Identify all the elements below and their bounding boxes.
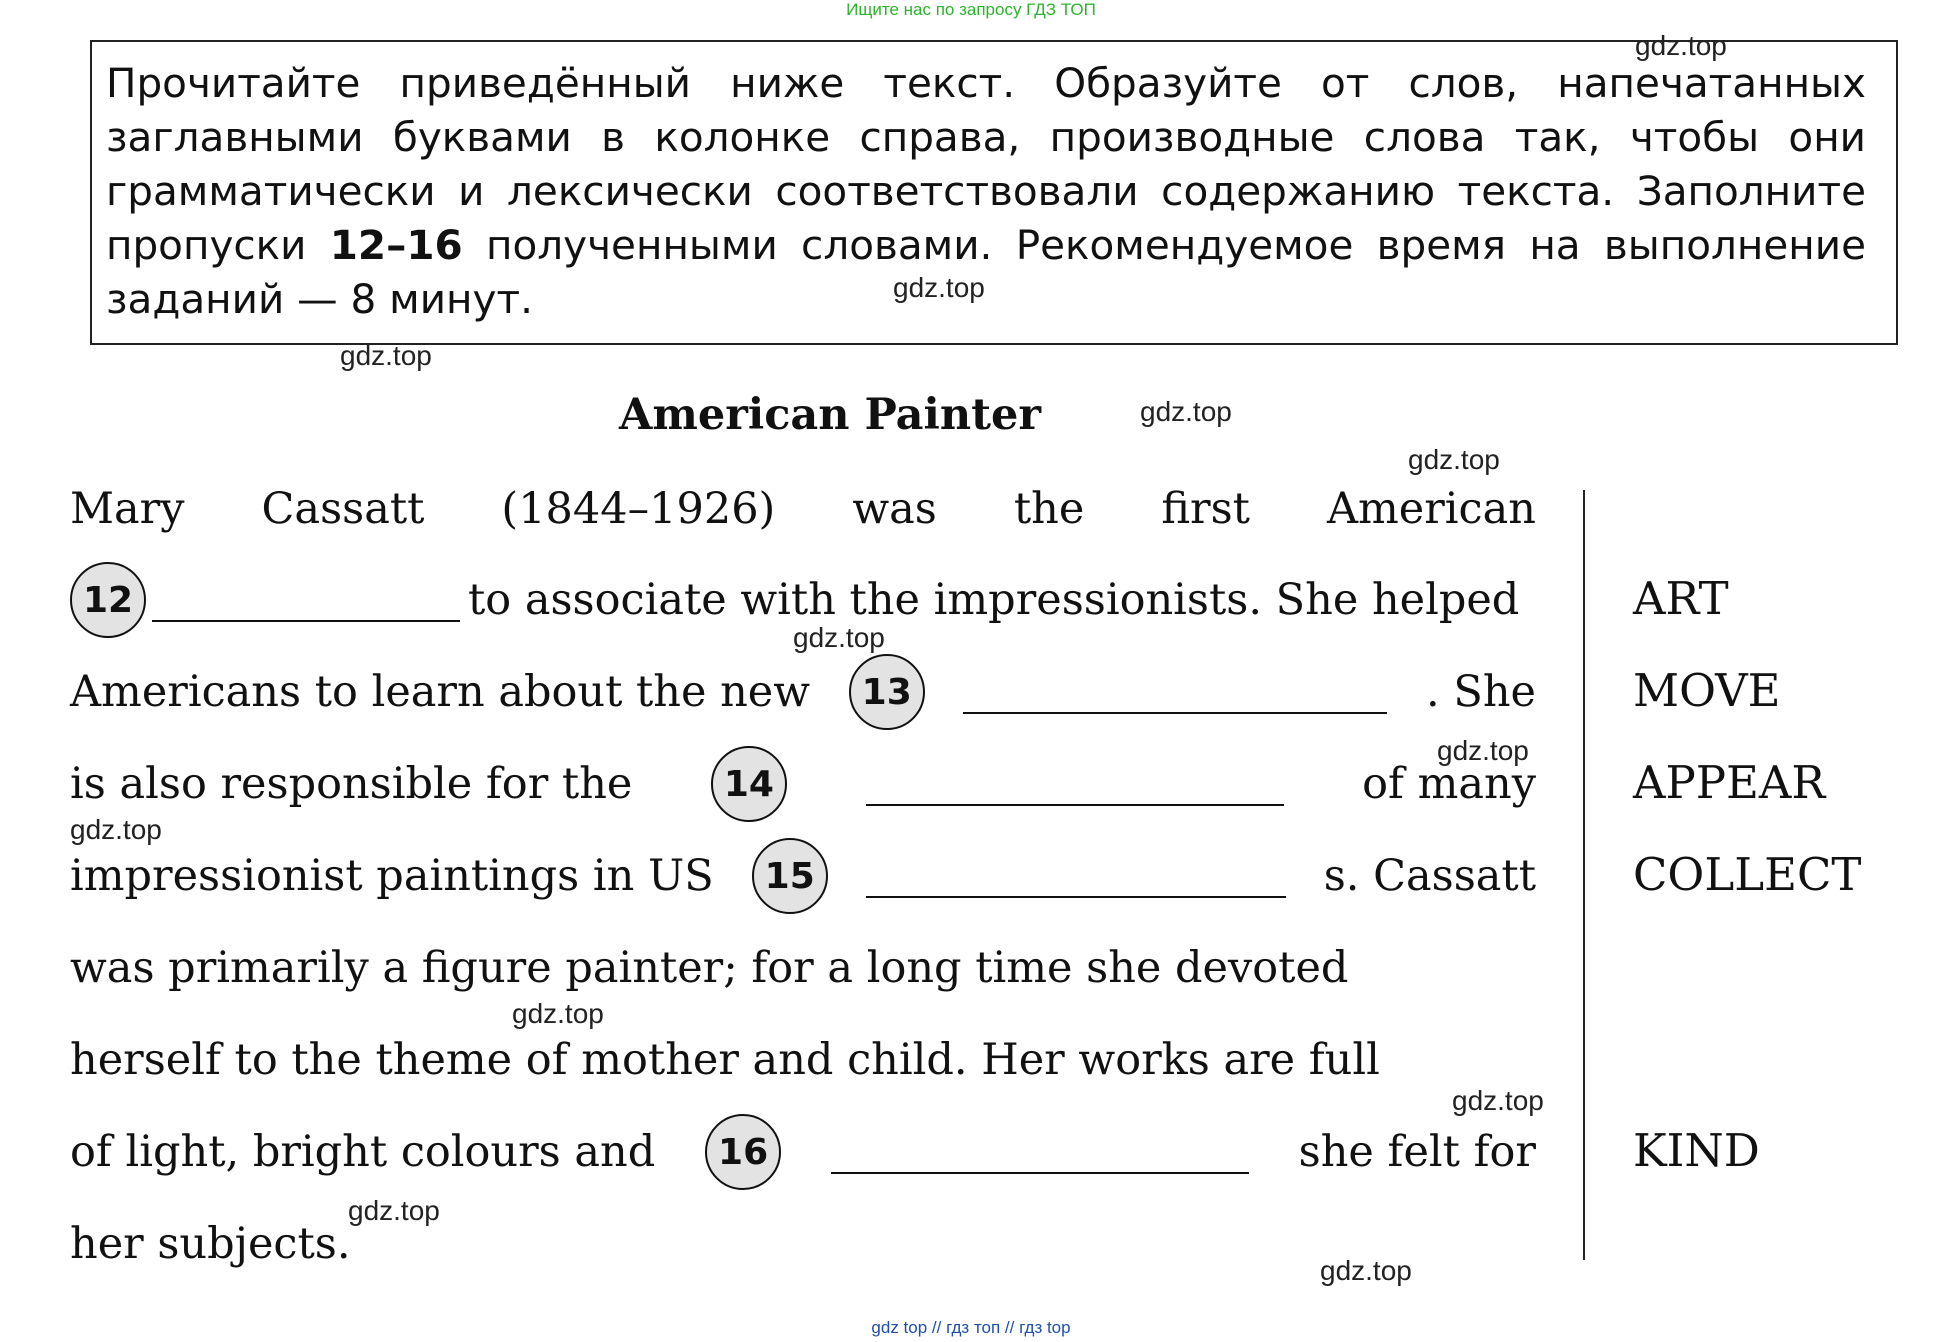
word: was bbox=[852, 484, 937, 534]
text-line-8 bbox=[70, 1117, 1536, 1187]
text-segment: s. Cassatt bbox=[1323, 851, 1536, 901]
text-segment: herself to the theme of mother and child. Her works are full bbox=[70, 1035, 1380, 1085]
watermark: gdz.top bbox=[1140, 396, 1232, 427]
word: first bbox=[1161, 484, 1250, 534]
text-segment: impressionist paintings in US bbox=[70, 851, 714, 901]
watermark: gdz.top bbox=[348, 1195, 440, 1226]
word: the bbox=[1013, 484, 1085, 534]
text-line-6 bbox=[70, 933, 1536, 1003]
gap-number-14: 14 bbox=[711, 746, 787, 822]
text-title: American Painter bbox=[618, 390, 1041, 440]
watermark: gdz.top bbox=[1320, 1255, 1412, 1286]
top-note: Ищите нас по запросу ГДЗ ТОП bbox=[846, 0, 1096, 19]
text-segment: Americans to learn about the new bbox=[70, 667, 811, 717]
gap-number-12: 12 bbox=[70, 562, 146, 638]
gap-blank-14[interactable] bbox=[866, 762, 1284, 806]
column-divider bbox=[1583, 490, 1585, 1260]
text-segment: of light, bright colours and bbox=[70, 1127, 656, 1177]
word: American bbox=[1326, 484, 1536, 534]
watermark: gdz.top bbox=[1408, 444, 1500, 475]
text-segment: she felt for bbox=[1298, 1127, 1536, 1177]
word: Mary bbox=[70, 484, 185, 534]
text-line-9 bbox=[70, 1209, 1536, 1279]
watermark: gdz.top bbox=[1437, 735, 1529, 766]
text-line-5 bbox=[70, 841, 1536, 911]
keyword-move: MOVE bbox=[1633, 664, 1781, 717]
watermark: gdz.top bbox=[793, 622, 885, 653]
instructions-box bbox=[90, 40, 1898, 345]
instructions-text-end: полученными словами. Рекомендуемое время на выполнение заданий — 8 минут. bbox=[106, 221, 1866, 323]
keyword-art: ART bbox=[1633, 572, 1729, 625]
text-segment: to associate with the impressionists. She helped bbox=[468, 575, 1520, 625]
text-line-1 bbox=[70, 474, 1536, 544]
text-segment: was primarily a figure painter; for a long time she devoted bbox=[70, 943, 1349, 993]
instructions-task-range: 12–16 bbox=[329, 221, 463, 269]
text-line-3 bbox=[70, 657, 1536, 727]
text-segment: her subjects. bbox=[70, 1219, 351, 1269]
keyword-collect: COLLECT bbox=[1633, 848, 1862, 901]
watermark: gdz.top bbox=[893, 272, 985, 303]
text-line-4 bbox=[70, 749, 1536, 819]
word: (1844–1926) bbox=[501, 484, 776, 534]
watermark: gdz.top bbox=[340, 340, 432, 371]
gap-blank-13[interactable] bbox=[963, 670, 1387, 714]
gap-number-13: 13 bbox=[849, 654, 925, 730]
watermark: gdz.top bbox=[1452, 1085, 1544, 1116]
text-segment: of many bbox=[1362, 759, 1536, 809]
gap-blank-15[interactable] bbox=[866, 854, 1286, 898]
text-segment: is also responsible for the bbox=[70, 759, 633, 809]
keyword-kind: KIND bbox=[1633, 1124, 1760, 1177]
gap-number-16: 16 bbox=[705, 1114, 781, 1190]
text-segment: . She bbox=[1426, 667, 1536, 717]
gap-number-15: 15 bbox=[752, 838, 828, 914]
watermark: gdz.top bbox=[1635, 30, 1727, 61]
word: Cassatt bbox=[261, 484, 425, 534]
text-line-7 bbox=[70, 1025, 1536, 1095]
watermark: gdz.top bbox=[70, 814, 162, 845]
keyword-appear: APPEAR bbox=[1633, 756, 1826, 809]
instructions-text: Прочитайте приведённый ниже текст. Образуйте от слов, напечатанных заглавными буквами в колонке справа, производные слова так, чтобы они грамматически и лексически соответствовали содержанию текста. Заполните пропуски bbox=[106, 59, 1866, 269]
footer-note: gdz top // гдз топ // гдз top bbox=[871, 1318, 1071, 1337]
watermark: gdz.top bbox=[512, 998, 604, 1029]
gap-blank-16[interactable] bbox=[831, 1130, 1249, 1174]
gap-blank-12[interactable] bbox=[152, 578, 460, 622]
